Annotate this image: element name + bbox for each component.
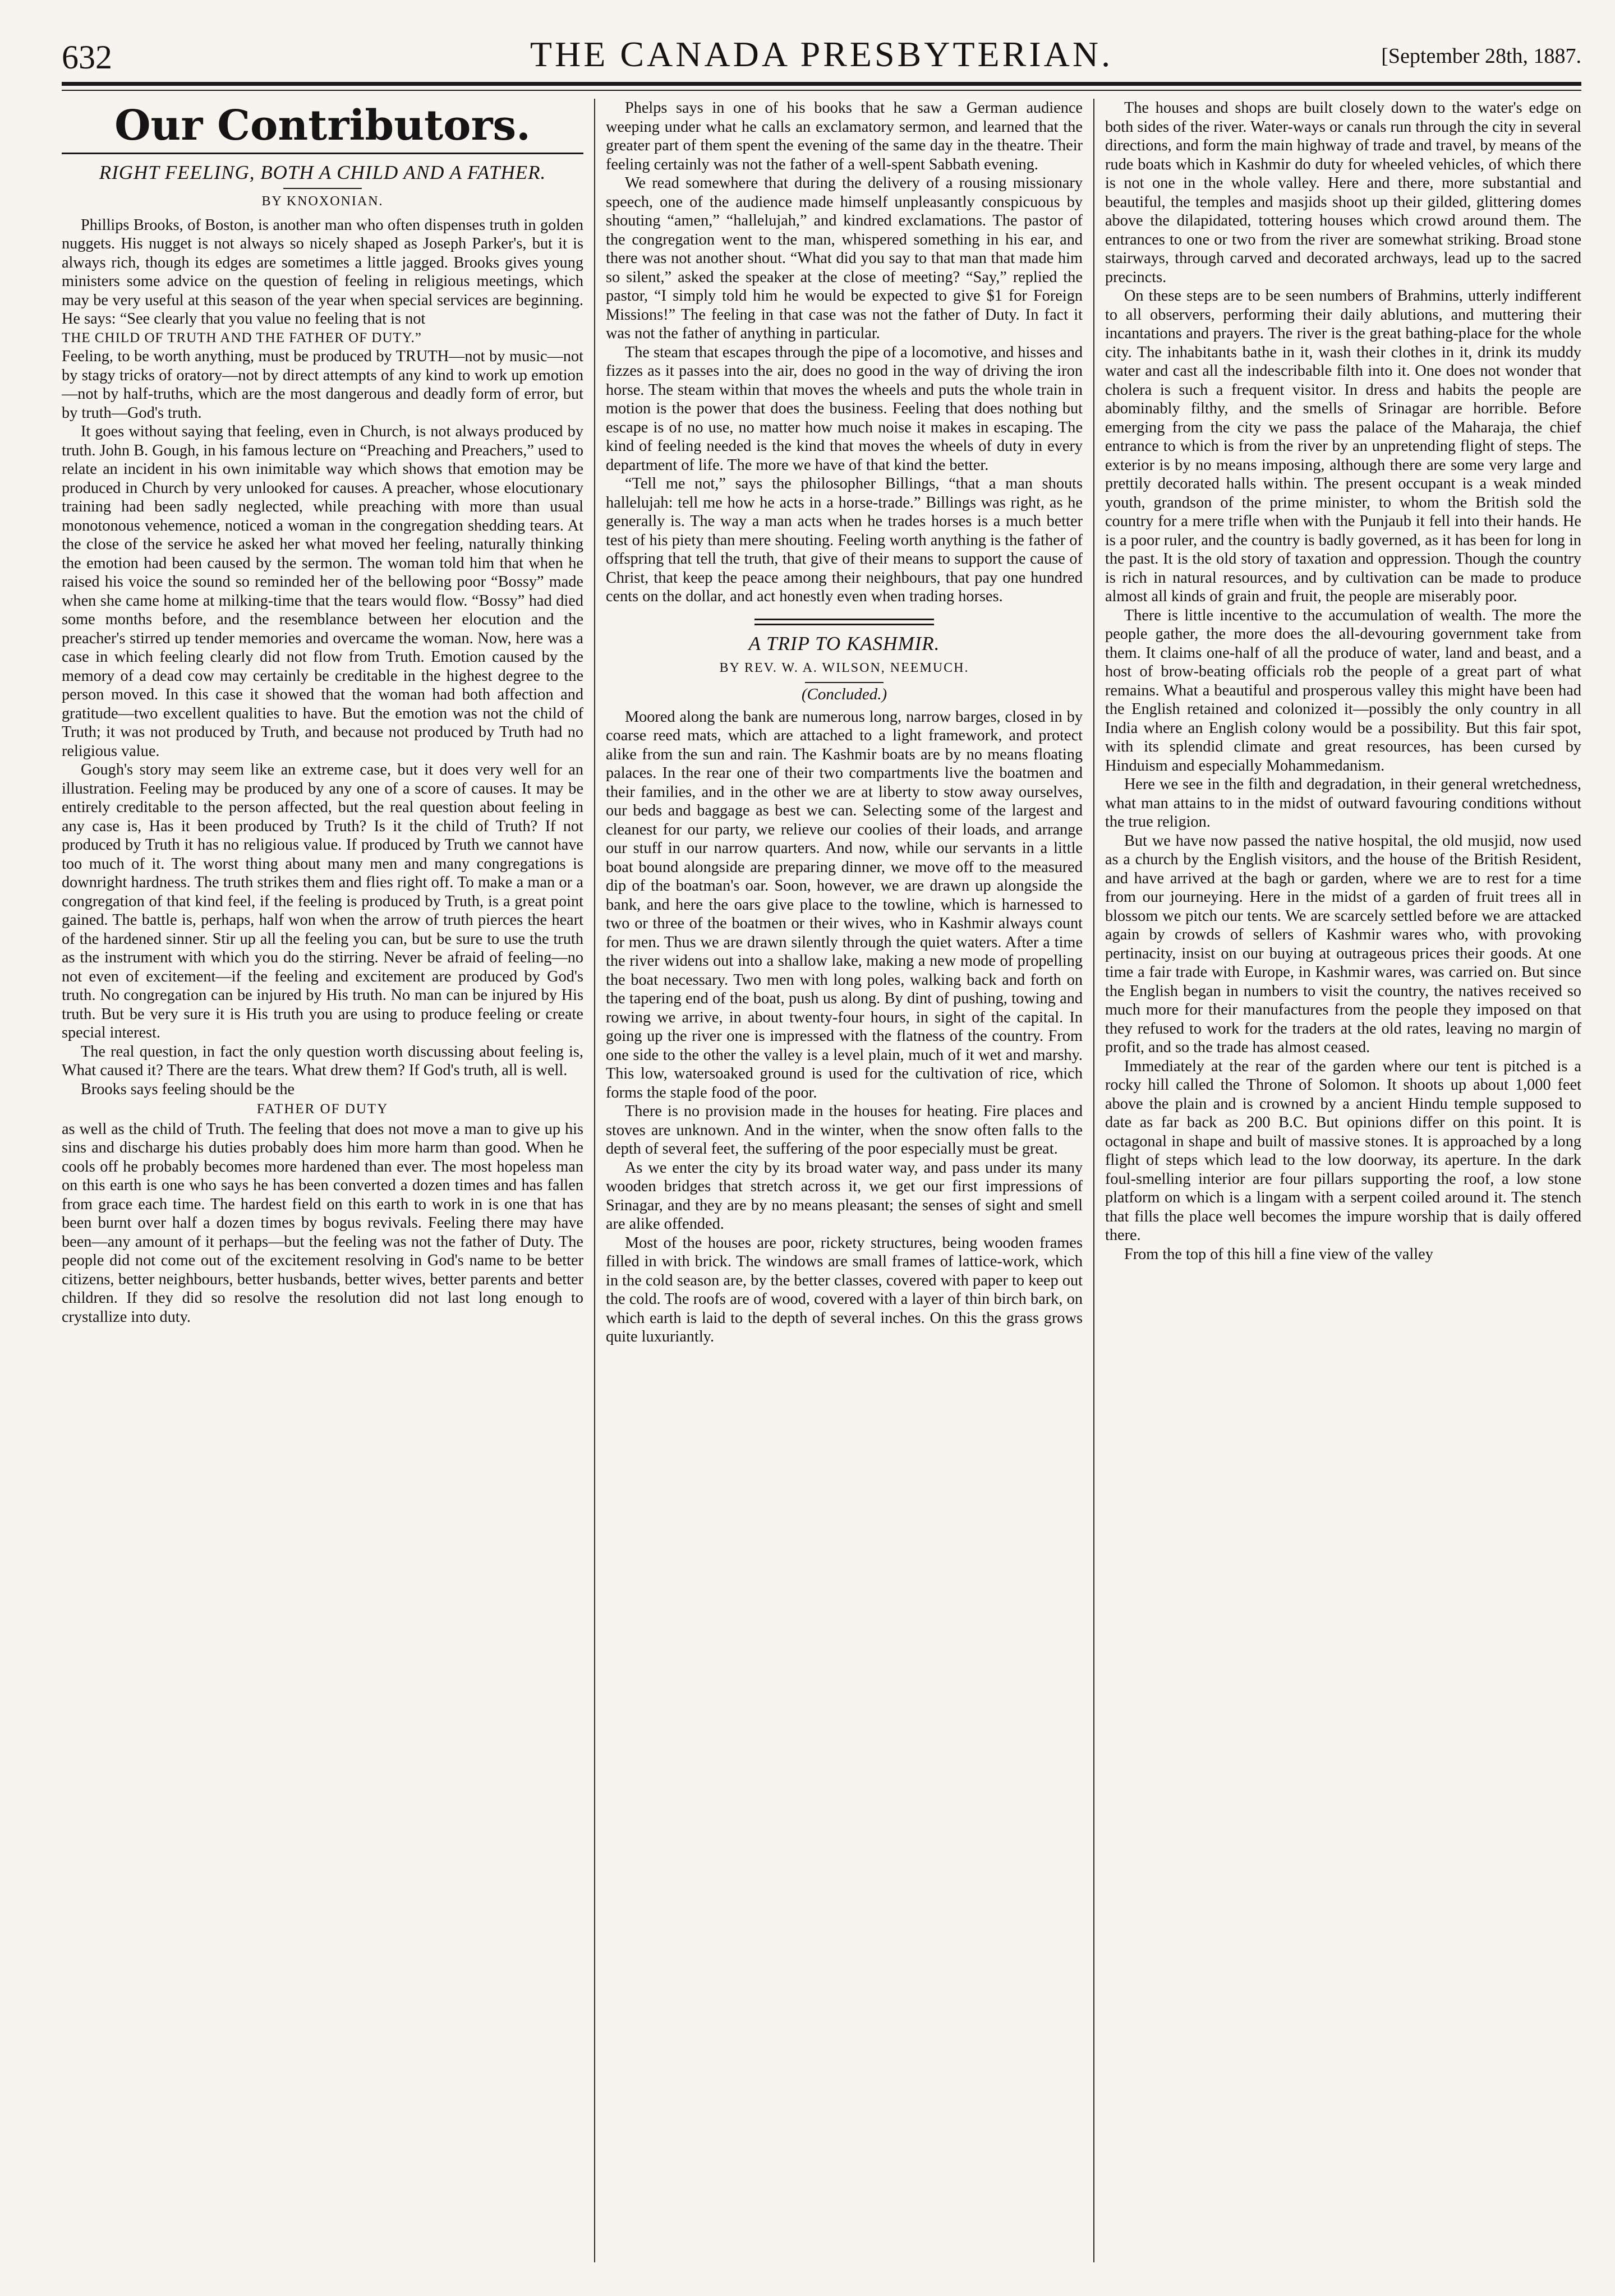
section-title: Our Contributors. [62,99,583,154]
paragraph: Phillips Brooks, of Boston, is another man who often dispenses truth in golden nuggets. His nugget is not always so nicely shaped as Joseph Parker's, but it is always rich, though its edges are sometimes a little jagged. Brooks gives young ministers some advice on the question of feeling in religious meetings, which may be very useful at this season of the year when special services are beginning. He says: “See clearly that you value no feeling that is not [62,216,583,328]
masthead-rule [62,82,1581,86]
paragraph: Here we see in the filth and degradation, in their general wretchedness, what man attains to in the midst of outward favouring conditions without the true religion. [1105,776,1581,831]
article-subtitle: (Concluded.) [801,685,887,703]
issue-date: [September 28th, 1887. [1381,44,1581,68]
paragraph: We read somewhere that during the delivery of a rousing missionary speech, one of the audience made himself unpleasantly conspicuous by shouting “amen,” “hallelujah,” and kindred exclamations. The pastor of the congregation went to the man, whispered something in his ear, and there was not another shout. “What did you say to that man that made him so silent,” asked the speaker at the close of meeting? “Say,” replied the pastor, “I simply told him he would be expected to give $1 for Foreign Missions!” The feeling in that case was not the father of Duty. In fact it was not the father of anything in particular. [606,174,1083,342]
byline-wilson: BY REV. W. A. WILSON, NEEMUCH. [719,660,969,675]
paragraph: Immediately at the rear of the garden where our tent is pitched is a rocky hill called the Throne of Solomon. It shoots up about 1,000 feet above the plain and is crowned by a ancient Hindu temple supposed to date as far back as 200 B.C. But opinions differ on this point. It is octagonal in shape and built of massive stones. It is approached by a long flight of steps which lead to the low doorway, its aperture. In the dark foul-smelling interior are four pillars supporting the roof, a low stone platform on which is a lingam with a serpent coiled around it. The stench that fills the place well becomes the impure worship that is daily offered there. [1105,1057,1581,1244]
column-divider-1 [594,99,595,2262]
byline-knoxonian: BY KNOXONIAN. [261,194,384,209]
article-separator [754,619,934,625]
paragraph: There is no provision made in the houses for heating. Fire places and stoves are unknown. And in the winter, when the snow often falls to the depth of several feet, the suffering of the poor especially must be great. [606,1103,1083,1158]
paragraph: Feeling, to be worth anything, must be produced by TRUTH—not by music—not by stagy tricks of oratory—not by direct attempts of any kind to work up emotion—not by half-truths, which are the most dangerous and deadly form of error, but by truth—God's truth. [62,348,583,422]
paragraph: “Tell me not,” says the philosopher Billings, “that a man shouts hallelujah: tell me how he acts in a horse-trade.” Billings was right, as he generally is. The way a man acts when he trades horses is a much better test of his piety than mere shouting. Feeling worth anything is the father of offspring that tell the truth, that give of their means to support the cause of Christ, that keep the peace among their neighbours, that pay one hundred cents on the dollar, and act honestly even when trading horses. [606,475,1083,605]
paragraph-continued: as well as the child of Truth. The feeling that does not move a man to give up his sins and discharge his duties probably does him more harm than good. When he cools off he probably becomes more hardened than ever. The most hopeless man on this earth is one who says he has been converted a dozen times and has fallen from grace each time. The hardest field on this earth to work in is one that has been burnt over half a dozen times by bogus revivals. Feeling there may have been—any amount of it perhaps—but the feeling was not the father of Duty. The people did not come out of the excitement resolving in God's name to be better citizens, better neighbours, better husbands, better wives, better parents and better children. If they did so resolve the resolution did not last long enough to crystallize into duty. [62,1120,583,1326]
paragraph: On these steps are to be seen numbers of Brahmins, utterly indifferent to all observers, performing their daily ablutions, and muttering their incantations and prayers. The river is the great bathing-place for the whole city. The inhabitants bathe in it, wash their clothes in it, drink its muddy water and cast all the indescribable filth into it. One does not wonder that cholera is such a frequent visitor. In dress and habits the people are abominably filthy, and the smells of Srinagar are horrible. Before emerging from the city we pass the palace of the Maharaja, the chief entrance to which is from the river by an unpretending flight of steps. The exterior is by no means imposing, although there are some very large and prettily decorated halls within. The present occupant is a weak minded youth, grandson of the prime minister, to whom the British sold the country for a mere trifle when with the Punjaub it fell into their hands. He is a poor ruler, and the country is badly governed, as it has been for long in the past. It is the old story of taxation and oppression. Though the country is rich in natural resources, and by cultivation can be made to produce almost all kinds of grain and fruit, the people are miserably poor. [1105,287,1581,605]
paragraph: The houses and shops are built closely down to the water's edge on both sides of the river. Water-ways or canals run through the city in several directions, and form the main highway of trade and travel, by means of the rude boats which in Kashmir do duty for wheeled vehicles, of which there is not one in the whole valley. Here and there, more substantial and beautiful, the temples and masjids shoot up their gilded, glittering domes above the dilapidated, tottering houses which crowd around them. The entrances to one or two from the river are somewhat striking. Broad stone stairways, through carved and decorated archways, lead up to the sacred precincts. [1105,99,1581,286]
column-2 [606,99,1083,2262]
article-title-right-feeling: RIGHT FEELING, BOTH A CHILD AND A FATHER. [99,162,546,183]
paragraph: The real question, in fact the only question worth discussing about feeling is, What caused it? There are the tears. What drew them? If God's truth, all is well. [62,1043,583,1079]
byline-rule [805,682,884,683]
subhead-father-of-duty: FATHER OF DUTY [256,1101,389,1117]
paragraph: Most of the houses are poor, rickety structures, being wooden frames filled in with brick. The windows are small frames of lattice-work, which in the cold season are, by the better classes, covered with paper to keep out the cold. The roofs are of wood, covered with a layer of thin birch bark, on which earth is laid to the depth of several inches. On this the grass grows quite luxuriantly. [606,1234,1083,1345]
page-number: 632 [62,39,112,76]
column-1 [62,99,583,2262]
paragraph: Phelps says in one of his books that he saw a German audience weeping under what he calls an exclamatory sermon, and learned that the greater part of them spent the evening of the same day in the theatre. Their feeling certainly was not the father of a well-spent Sabbath evening. [606,99,1083,173]
subhead-child-of-truth: THE CHILD OF TRUTH AND THE FATHER OF DUTY.” [62,330,422,345]
paragraph: But we have now passed the native hospital, the old musjid, now used as a church by the English visitors, and the house of the British Resident, and have arrived at the bagh or garden, where we are to rest for a time from our journeying. Here in the midst of a garden of fruit trees all in blossom we pitch our tents. We are scarcely settled before we are attacked again by crowds of sellers of Kashmir wares who, with provoking pertinacity, insist on our buying at outrageous prices their goods. At one time a fair trade with Europe, in Kashmir wares, was carried on. But since the English began in numbers to visit the country, the natives received so much more for their manufactures from the people they imposed on that they refused to work for the traders at the old rates, leaving no margin of profit, and so the trade has almost ceased. [1105,832,1581,1056]
paragraph: As we enter the city by its broad water way, and pass under its many wooden bridges that stretch across it, we get our first impressions of Srinagar, and they are by no means pleasant; the senses of sight and smell are alike offended. [606,1159,1083,1233]
masthead-rule-thin [62,90,1581,91]
paragraph: The steam that escapes through the pipe of a locomotive, and hisses and fizzes as it passes into the air, does no good in the way of driving the iron horse. The steam within that moves the wheels and puts the whole train in motion is the power that does the business. Feeling that does nothing but escape is of no use, no matter how much noise it makes in escaping. The kind of feeling needed is the kind that moves the wheels of duty in every department of life. The more we have of that kind the better. [606,343,1083,474]
masthead [62,34,1581,84]
paragraph: Gough's story may seem like an extreme case, but it does very well for an illustration. Feeling may be produced by any one of a score of causes. It may be entirely creditable to the person affected, but the real question about feeling in any case is, Has it been produced by Truth? Is it the child of Truth? If not produced by Truth it has no religious value. If produced by Truth we cannot have too much of it. The worst thing about many men and many congregations is downright hardness. The truth strikes them and flies right off. To make a man or a congregation of that kind feel, if the feeling is produced by Truth, is a great point gained. The battle is, perhaps, half won when the arrow of truth pierces the heart of the hardened sinner. Stir up all the feeling you can, but be sure to use the truth as the instrument with which you do the stirring. Never be afraid of feeling—no not even of excitement—if the feeling and excitement are produced by God's truth. No congregation can be injured by His truth. No man can be injured by His truth. But be very sure it is His truth you are using to produce feeling or create special interest. [62,761,583,1041]
paper-title: THE CANADA PRESBYTERIAN. [530,34,1114,74]
paragraph: Brooks says feeling should be the [80,1080,295,1098]
paragraph: It goes without saying that feeling, even in Church, is not always produced by truth. John B. Gough, in his famous lecture on “Preaching and Preachers,” used to relate an incident in his own inimitable way which shows that emotion may be produced in Church by very unlooked for causes. A preacher, whose elocutionary training had been sadly neglected, while preaching with more than usual monotonous vehemence, noticed a woman in the congregation shedding tears. At the close of the service he asked her what moved her feeling, naturally thinking the emotion had been caused by the sermon. The woman told him that when he raised his voice the sound so reminded her of the bellowing poor “Bossy” made when she came home at milking-time that the tears would flow. “Bossy” had died some months before, and the resemblance between her elocution and the preacher's stirred up tender memories and overcame the woman. Now, here was a case in which feeling clearly did not flow from Truth. Emotion caused by the memory of a dead cow may certainly be creditable in the highest degree to the person moved. In this case it showed that the woman had both affection and gratitude—two excellent qualities to have. But the emotion was not the child of Truth; it was not produced by Truth, and because not produced by Truth had no religious value. [62,423,583,760]
column-divider-2 [1093,99,1094,2262]
column-3 [1105,99,1581,2262]
title-rule [283,188,362,189]
paragraph: Moored along the bank are numerous long, narrow barges, closed in by coarse reed mats, which are attached to a light framework, and protect alike from the sun and rain. The Kashmir boats are by no means floating palaces. In the rear one of their two compartments live the boatmen and their families, and in the other we are at liberty to stow away ourselves, our beds and baggage as best we can. Selecting some of the largest and cleanest for our party, we relieve our coolies of their loads, and arrange our stuff in our narrow quarters. And now, while our servants in a little boat bound alongside are preparing dinner, we move off to the measured dip of the boatman's oar. Soon, however, we are drawn up alongside the bank, and here the oars give place to the towline, which is harnessed to two or three of the boatmen or their wives, who in Kashmir always count for men. Thus we are drawn silently through the quiet waters. After a time the river widens out into a shallow lake, making a new mode of propelling the boat necessary. Two men with long poles, walking back and forth on the tapering end of the boat, push us along. By dint of pushing, towing and rowing we arrive, in about twenty-four hours, in sight of the capital. In going up the river one is impressed with the flatness of the country. From one side to the other the valley is a level plain, much of it wet and marshy. This low, watersoaked ground is used for the cultivation of rice, which forms the staple food of the poor. [606,708,1083,1101]
paragraph: There is little incentive to the accumulation of wealth. The more the people gather, the more does the all-devouring government take from them. It claims one-half of all the produce of water, land and beast, and a host of brow-beating officials rob the people of a great part of what remains. What a beautiful and prosperous valley this might have been had the English retained and colonized it—possibly the only country in all India where an English colony would be a possibility. But this fair spot, with its splendid climate and great resources, has been cursed by Hinduism and especially Mohammedanism. [1105,606,1581,774]
article-title-kashmir: A TRIP TO KASHMIR. [748,632,940,654]
paragraph: From the top of this hill a fine view of the valley [1124,1245,1433,1263]
